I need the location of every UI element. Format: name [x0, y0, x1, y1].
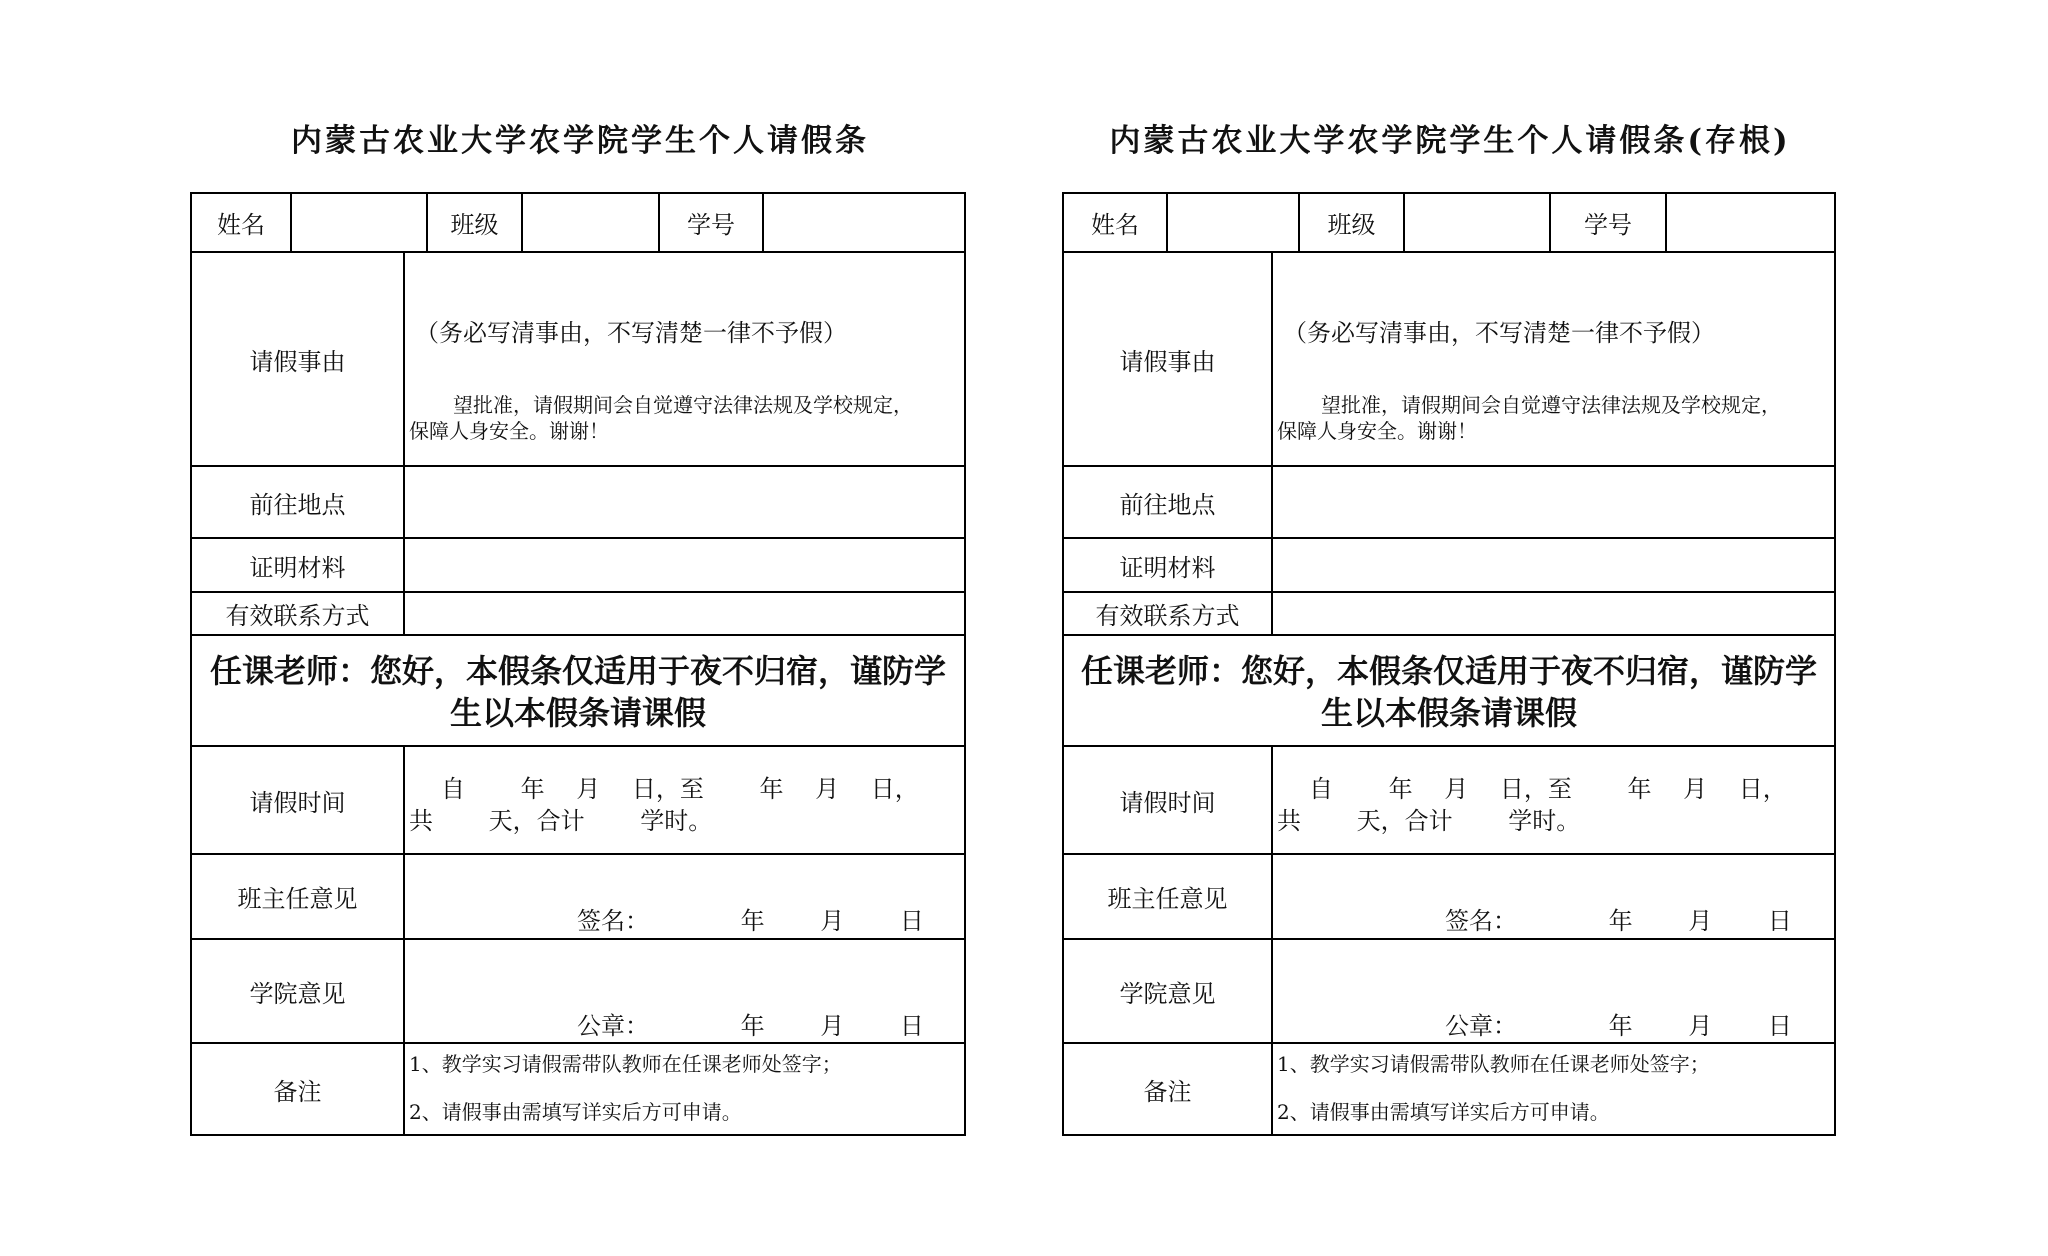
- teacher-notice: 任课老师：您好，本假条仅适用于夜不归宿，谨防学生以本假条请课假: [209, 652, 946, 732]
- proof-label: 证明材料: [249, 553, 346, 582]
- remarks-field: [405, 1044, 964, 1134]
- leave-time-label: 请假时间: [249, 788, 346, 817]
- college-label: 学院意见: [249, 979, 346, 1008]
- reason-field[interactable]: [1273, 253, 1834, 465]
- destination-field[interactable]: [1273, 467, 1834, 537]
- seal-line: 公章： 年 月 日: [1445, 1012, 1792, 1040]
- teacher-notice: 任课老师：您好，本假条仅适用于夜不归宿，谨防学生以本假条请课假: [1080, 652, 1817, 732]
- contact-field[interactable]: [405, 593, 964, 634]
- reason-pledge-line2: 保障人身安全。谢谢！: [409, 419, 609, 443]
- reason-label: 请假事由: [1119, 347, 1216, 376]
- destination-label: 前往地点: [249, 490, 346, 519]
- college-label: 学院意见: [1119, 979, 1216, 1008]
- remark-1: 1、教学实习请假需带队教师在任课老师处签字；: [1277, 1052, 1710, 1076]
- seal-line: 公章： 年 月 日: [577, 1012, 924, 1040]
- reason-pledge-line1: 望批准，请假期间会自觉遵守法律法规及学校规定，: [1321, 393, 1781, 417]
- headteacher-label: 班主任意见: [237, 885, 358, 913]
- student-id-field[interactable]: [764, 193, 964, 251]
- name-field[interactable]: [292, 193, 426, 251]
- proof-label: 证明材料: [1119, 553, 1216, 582]
- signature-line: 签名： 年 月 日: [577, 907, 924, 935]
- proof-field[interactable]: [405, 539, 964, 591]
- remarks-label: 备注: [273, 1077, 322, 1106]
- student-id-label: 学号: [687, 210, 735, 239]
- leave-time-line2: 共 天，合计 学时。: [409, 807, 713, 835]
- name-label: 姓名: [217, 210, 265, 239]
- leave-time-line1: 自 年 月 日，至 年 月 日，: [1309, 775, 1787, 803]
- class-label: 班级: [1327, 210, 1376, 239]
- contact-label: 有效联系方式: [1095, 602, 1240, 630]
- student-id-label: 学号: [1584, 210, 1632, 239]
- reason-label: 请假事由: [249, 347, 346, 376]
- contact-field[interactable]: [1273, 593, 1834, 634]
- remarks-label: 备注: [1143, 1077, 1192, 1106]
- remark-2: 2、请假事由需填写详实后方可申请。: [409, 1100, 742, 1124]
- destination-label: 前往地点: [1119, 490, 1216, 519]
- signature-line: 签名： 年 月 日: [1445, 907, 1792, 935]
- class-field[interactable]: [1405, 193, 1549, 251]
- remark-2: 2、请假事由需填写详实后方可申请。: [1277, 1100, 1610, 1124]
- leave-time-line1: 自 年 月 日，至 年 月 日，: [441, 775, 919, 803]
- destination-field[interactable]: [405, 467, 964, 537]
- name-label: 姓名: [1091, 210, 1139, 239]
- reason-pledge-line2: 保障人身安全。谢谢！: [1277, 419, 1477, 443]
- student-id-field[interactable]: [1667, 193, 1834, 251]
- headteacher-field[interactable]: [405, 855, 964, 938]
- form-title: 内蒙古农业大学农学院学生个人请假条(存根): [1109, 123, 1791, 159]
- headteacher-field[interactable]: [1273, 855, 1834, 938]
- contact-label: 有效联系方式: [225, 602, 370, 630]
- reason-pledge-line1: 望批准，请假期间会自觉遵守法律法规及学校规定，: [453, 393, 913, 417]
- college-field[interactable]: [1273, 940, 1834, 1042]
- remark-1: 1、教学实习请假需带队教师在任课老师处签字；: [409, 1052, 842, 1076]
- remarks-field: [1273, 1044, 1834, 1134]
- college-field[interactable]: [405, 940, 964, 1042]
- reason-field[interactable]: [405, 253, 964, 465]
- class-field[interactable]: [523, 193, 658, 251]
- class-label: 班级: [450, 210, 499, 239]
- form-title: 内蒙古农业大学农学院学生个人请假条: [291, 123, 869, 159]
- leave-time-field[interactable]: [405, 747, 964, 853]
- leave-time-line2: 共 天，合计 学时。: [1277, 807, 1581, 835]
- leave-time-label: 请假时间: [1119, 788, 1216, 817]
- reason-hint: （务必写清事由，不写清楚一律不予假）: [415, 319, 847, 347]
- leave-time-field[interactable]: [1273, 747, 1834, 853]
- reason-hint: （务必写清事由，不写清楚一律不予假）: [1283, 319, 1715, 347]
- name-field[interactable]: [1168, 193, 1298, 251]
- headteacher-label: 班主任意见: [1107, 885, 1228, 913]
- proof-field[interactable]: [1273, 539, 1834, 591]
